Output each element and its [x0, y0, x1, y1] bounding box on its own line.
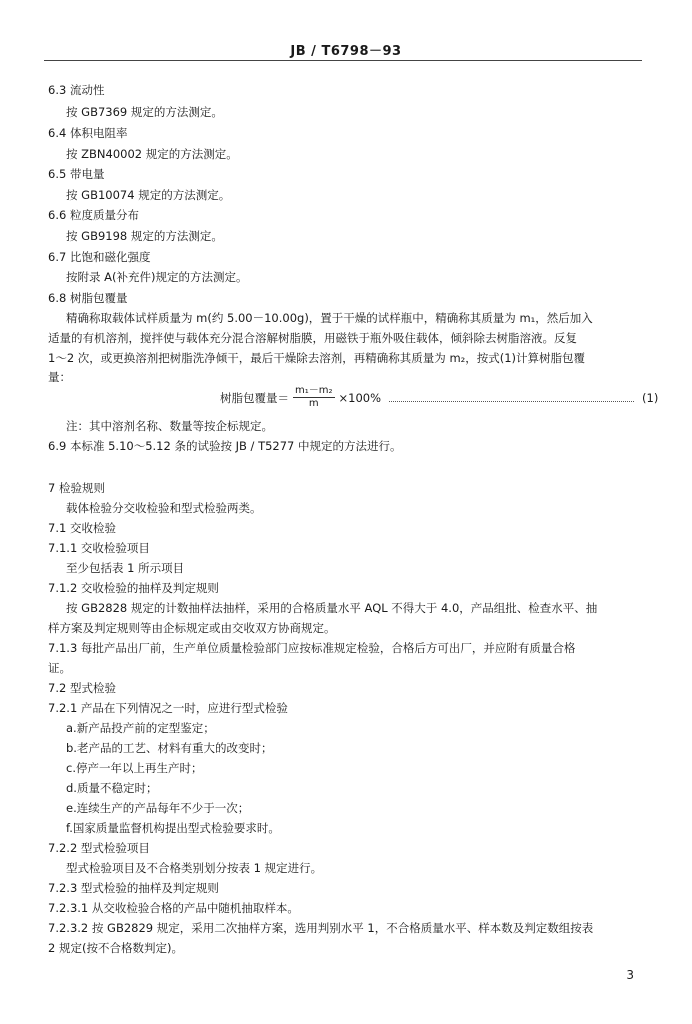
- section-heading: 7.1.3 每批产品出厂前，生产单位质量检验部门应按标准规定检验，合格后方可出厂，并应附有质量合格: [48, 641, 576, 655]
- paragraph: 2 规定(按不合格数判定)。: [48, 941, 183, 955]
- section-heading: 7.2.3.1 从交收检验合格的产品中随机抽取样本。: [48, 901, 299, 915]
- section-heading: 6.4 体积电阻率: [48, 126, 128, 140]
- paragraph: 至少包括表 1 所示项目: [66, 561, 185, 575]
- list-item: f.国家质量监督机构提出型式检验要求时。: [66, 821, 280, 835]
- formula: [220, 385, 658, 410]
- note: 注：其中溶剂名称、数量等按企标规定。: [66, 419, 273, 433]
- paragraph: 证。: [48, 661, 71, 675]
- list-item: c.停产一年以上再生产时；: [66, 761, 203, 775]
- section-heading: 7.2.1 产品在下列情况之一时，应进行型式检验: [48, 701, 288, 715]
- section-heading: 7.1.1 交收检验项目: [48, 541, 150, 555]
- paragraph: 按 GB7369 规定的方法测定。: [66, 105, 223, 119]
- paragraph: 按 GB9198 规定的方法测定。: [66, 229, 223, 243]
- paragraph: 载体检验分交收检验和型式检验两类。: [66, 501, 262, 515]
- paragraph: 量：: [48, 370, 71, 384]
- section-heading: 7.2 型式检验: [48, 681, 116, 695]
- formula-denominator: m: [308, 398, 319, 409]
- paragraph: 按 GB2828 规定的计数抽样法抽样，采用的合格质量水平 AQL 不得大于 4.0，产品组批、检查水平、抽: [66, 601, 598, 615]
- section-heading: 6.8 树脂包覆量: [48, 291, 128, 305]
- section-heading: 6.5 带电量: [48, 167, 105, 181]
- paragraph: 精确称取载体试样质量为 m(约 5.00－10.00g)，置于干燥的试样瓶中，精确称其质量为 m₁，然后加入: [66, 311, 593, 325]
- formula-fraction: [293, 385, 335, 410]
- formula-lhs: 树脂包覆量＝: [220, 390, 289, 405]
- section-heading: 6.9 本标准 5.10～5.12 条的试验按 JB / T5277 中规定的方法进行。: [48, 439, 402, 453]
- page-number: 3: [626, 968, 634, 982]
- section-heading: 7.1.2 交收检验的抽样及判定规则: [48, 581, 219, 595]
- paragraph: 适量的有机溶剂，搅拌使与载体充分混合溶解树脂膜，用磁铁于瓶外吸住载体，倾斜除去树脂溶液。反复: [48, 331, 577, 345]
- header-rule: [44, 60, 642, 61]
- paragraph: 1～2 次，或更换溶剂把树脂洗净倾干，最后干燥除去溶剂，再精确称其质量为 m₂，按式(1)计算树脂包覆: [48, 351, 586, 365]
- page-header: JB / T6798－93: [290, 44, 402, 59]
- chapter-heading: 7 检验规则: [48, 481, 105, 495]
- section-heading: 6.7 比饱和磁化强度: [48, 250, 151, 264]
- section-heading: 7.2.3.2 按 GB2829 规定，采用二次抽样方案，选用判别水平 1，不合格质量水平、样本数及判定数组按表: [48, 921, 594, 935]
- list-item: d.质量不稳定时；: [66, 781, 158, 795]
- section-heading: 7.1 交收检验: [48, 521, 116, 535]
- leader-dots: [389, 393, 634, 402]
- paragraph: 型式检验项目及不合格类别划分按表 1 规定进行。: [66, 861, 323, 875]
- list-item: a.新产品投产前的定型鉴定；: [66, 721, 215, 735]
- paragraph: 按 ZBN40002 规定的方法测定。: [66, 147, 238, 161]
- paragraph: 按附录 A(补充件)规定的方法测定。: [66, 270, 248, 284]
- formula-number: (1): [642, 390, 659, 405]
- list-item: b.老产品的工艺、材料有重大的改变时；: [66, 741, 273, 755]
- section-heading: 7.2.3 型式检验的抽样及判定规则: [48, 881, 219, 895]
- paragraph: 样方案及判定规则等由企标规定或由交收双方协商规定。: [48, 621, 336, 635]
- section-heading: 7.2.2 型式检验项目: [48, 841, 150, 855]
- paragraph: 按 GB10074 规定的方法测定。: [66, 188, 231, 202]
- section-heading: 6.6 粒度质量分布: [48, 208, 139, 222]
- formula-rhs: ×100%: [338, 390, 382, 405]
- list-item: e.连续生产的产品每年不少于一次；: [66, 801, 250, 815]
- formula-numerator: m₁－m₂: [295, 385, 333, 396]
- section-heading: 6.3 流动性: [48, 83, 105, 97]
